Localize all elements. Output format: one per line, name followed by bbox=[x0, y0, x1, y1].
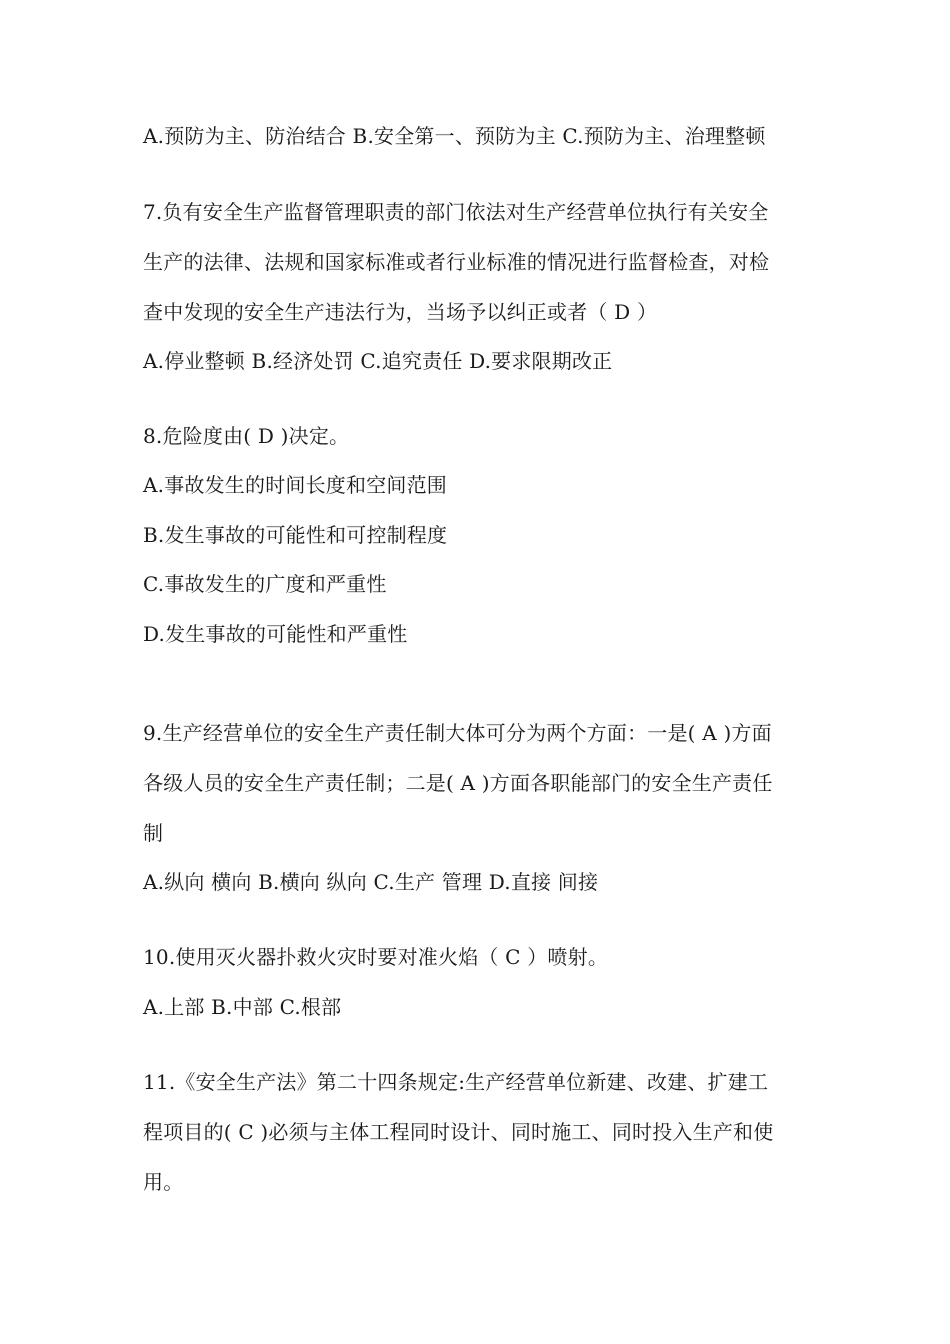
q9-text-line-2: 各级人员的安全生产责任制；二是( A )方面各职能部门的安全生产责任 bbox=[143, 771, 773, 795]
q9-text-line-3: 制 bbox=[143, 821, 164, 845]
q8-text: 8.危险度由( D )决定。 bbox=[143, 424, 350, 448]
q11-text-line-2: 程项目的( C )必须与主体工程同时设计、同时施工、同时投入生产和使 bbox=[143, 1120, 774, 1144]
q8-option-c: C.事故发生的广度和严重性 bbox=[143, 572, 387, 596]
q10-options: A.上部 B.中部 C.根部 bbox=[143, 995, 342, 1019]
q7-text-line-3: 查中发现的安全生产违法行为，当场予以纠正或者（ D ） bbox=[143, 300, 658, 324]
q7-text-line-2: 生产的法律、法规和国家标准或者行业标准的情况进行监督检查，对检 bbox=[143, 250, 770, 274]
q11-text-line-1: 11.《安全生产法》第二十四条规定:生产经营单位新建、改建、扩建工 bbox=[143, 1070, 769, 1094]
q9-text-line-1: 9.生产经营单位的安全生产责任制大体可分为两个方面：一是( A )方面 bbox=[143, 721, 772, 745]
q8-option-a: A.事故发生的时间长度和空间范围 bbox=[143, 473, 448, 497]
q11-text-line-3: 用。 bbox=[143, 1170, 184, 1194]
q7-options: A.停业整顿 B.经济处罚 C.追究责任 D.要求限期改正 bbox=[143, 349, 613, 373]
q6-options: A.预防为主、防治结合 B.安全第一、预防为主 C.预防为主、治理整顿 bbox=[143, 124, 766, 148]
q7-text-line-1: 7.负有安全生产监督管理职责的部门依法对生产经营单位执行有关安全 bbox=[143, 200, 769, 224]
q9-options: A.纵向 横向 B.横向 纵向 C.生产 管理 D.直接 间接 bbox=[143, 870, 599, 894]
q10-text: 10.使用灭火器扑救火灾时要对准火焰（ C ）喷射。 bbox=[143, 945, 609, 969]
q8-option-d: D.发生事故的可能性和严重性 bbox=[143, 622, 408, 646]
q8-option-b: B.发生事故的可能性和可控制程度 bbox=[143, 523, 448, 547]
